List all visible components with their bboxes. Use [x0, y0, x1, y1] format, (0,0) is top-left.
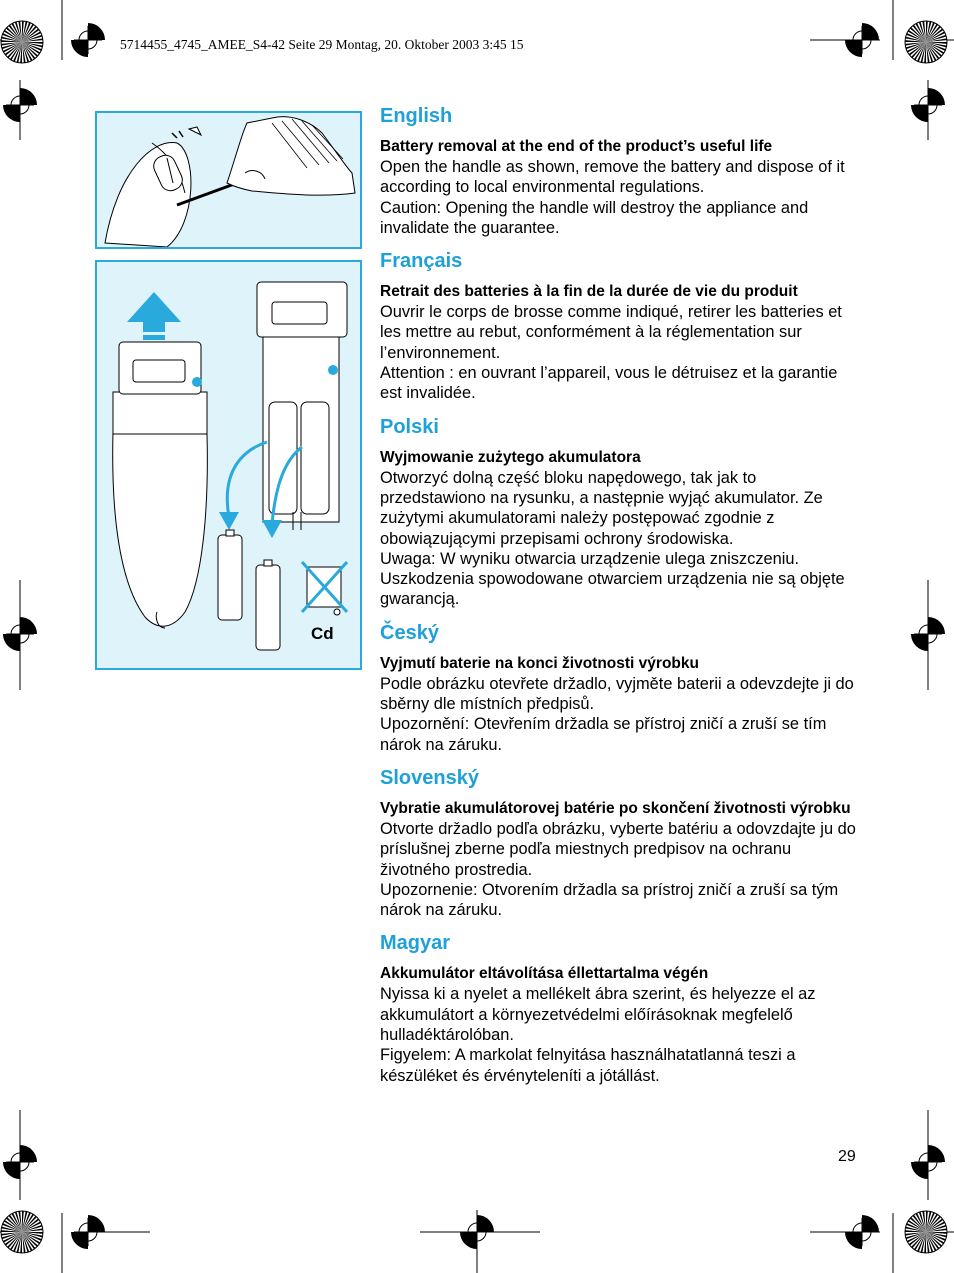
- section-paragraph: Otvorte držadlo podľa obrázku, vyberte batériu a odovzdajte ju do príslušnej zberne podľa miestnych predpisov na ochranu životného prostredia.: [380, 819, 856, 879]
- section-paragraph: Otworzyć dolną część bloku napędowego, tak jak to przedstawiono na rysunku, a następnie wyjąć akumulator. Ze zużytymi akumulatorami należy postępować zgodnie z obowiązującymi przepisami ochrony środowiska.: [380, 468, 823, 548]
- section-subtitle: Battery removal at the end of the product’s useful life: [380, 138, 773, 155]
- section-paragraph: Ouvrir le corps de brosse comme indiqué, retirer les batteries et les mettre au rebut, conformément à la réglementation sur l’environnement.: [380, 303, 842, 362]
- page-number: 29: [838, 1148, 856, 1165]
- handle-opening-illustration: [97, 113, 360, 247]
- crossed-bin-icon: [302, 562, 347, 615]
- section-paragraph: Nyissa ki a nyelet a mellékelt ábra szerint, és helyezze el az akkumulátort a környezetvédelmi előírásoknak megfelelő hulladéktárolóban.: [380, 985, 816, 1045]
- text-content: [380, 104, 858, 1097]
- print-header: 5714455_4745_AMEE_S4-42 Seite 29 Montag, 20. Oktober 2003 3:45 15: [120, 37, 524, 52]
- section-subtitle: Vybratie akumulátorovej batérie po skončení životnosti výrobku: [380, 799, 851, 817]
- section-slovensky: [380, 766, 858, 920]
- section-paragraph: Uwaga: W wyniku otwarcia urządzenie ulega zniszczeniu. Uszkodzenia spowodowane otwarciem urządzenia nie są objęte gwarancją.: [380, 549, 845, 609]
- section-paragraph: Caution: Opening the handle will destroy the appliance and invalidate the guarantee.: [380, 198, 809, 237]
- section-paragraph: Upozornenie: Otvorením držadla sa prístroj zničí a zruší sa tým nárok na záruku.: [380, 880, 839, 920]
- section-paragraph: Open the handle as shown, remove the battery and dispose of it according to local environmental regulations.: [380, 158, 845, 197]
- up-arrow-icon: [127, 292, 181, 348]
- section-subtitle: Akkumulátor eltávolítása éllettartalma végén: [380, 965, 709, 983]
- section-polski: [380, 415, 858, 610]
- section-title: Magyar: [380, 932, 451, 955]
- section-subtitle: Wyjmowanie zużytego akumulatora: [380, 448, 641, 466]
- section-paragraph: Upozornění: Otevřením držadla se přístroj zničí a zruší se tím nárok na záruku.: [380, 715, 827, 754]
- section-cesky: [380, 621, 858, 755]
- section-paragraph: Podle obrázku otevřete držadlo, vyjměte baterii a odevzdejte ji do sběrny dle místních předpisů.: [380, 674, 854, 714]
- section-paragraph: Attention : en ouvrant l’appareil, vous le détruisez et la garantie est invalidée.: [380, 364, 838, 403]
- section-subtitle: Vyjmutí baterie na konci životnosti výrobku: [380, 654, 699, 672]
- figure-open-handle: [95, 111, 362, 249]
- section-paragraph: Figyelem: A markolat felnyitása használhatatlanná teszi a készüléket és érvényteleníti a jótállást.: [380, 1046, 796, 1085]
- section-title: Slovenský: [380, 766, 479, 789]
- figure-battery-removal: [95, 260, 362, 670]
- battery-removal-illustration: [97, 262, 360, 668]
- cd-label: Cd: [311, 624, 334, 643]
- section-title: English: [380, 105, 453, 127]
- section-english: [380, 104, 858, 238]
- section-title: Polski: [380, 415, 439, 438]
- section-magyar: [380, 931, 858, 1085]
- section-subtitle: Retrait des batteries à la fin de la durée de vie du produit: [380, 283, 798, 301]
- section-title: Français: [380, 250, 463, 273]
- section-title: Český: [380, 621, 439, 644]
- section-francais: [380, 249, 858, 403]
